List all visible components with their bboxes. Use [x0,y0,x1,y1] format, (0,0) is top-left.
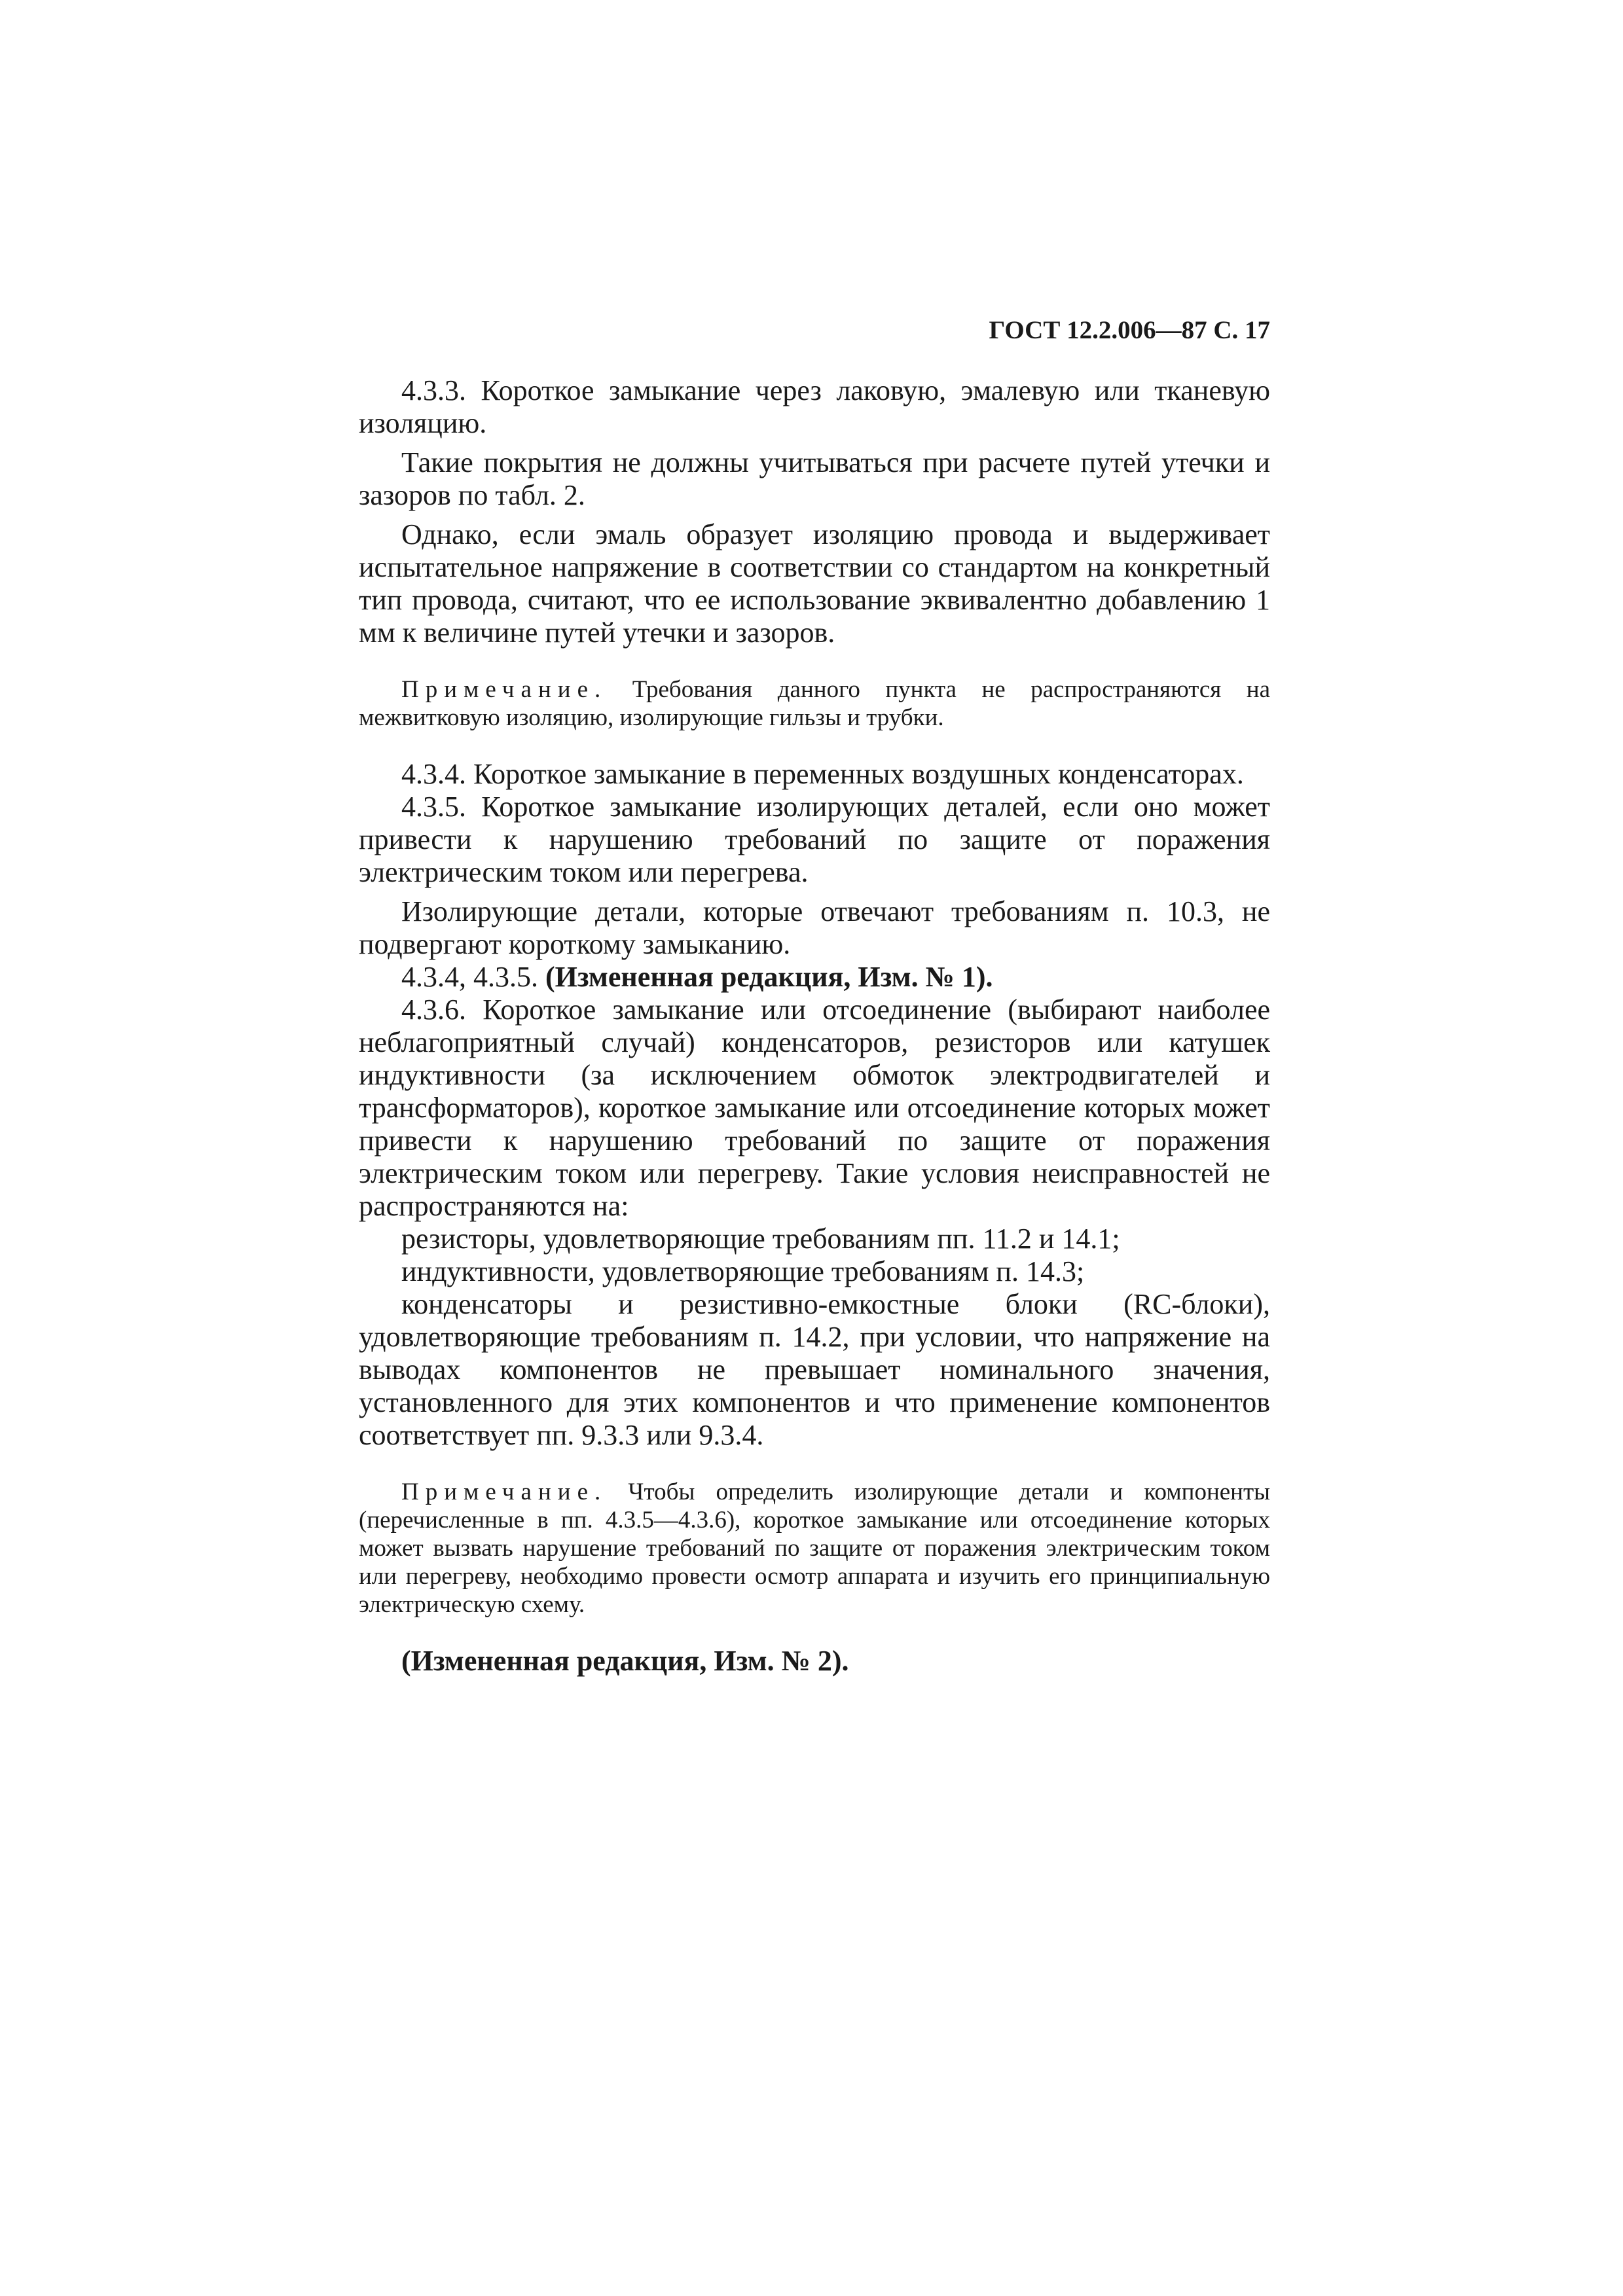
amendment-1-prefix: 4.3.4, 4.3.5. [401,961,538,993]
note-2-text: Чтобы определить изолирующие детали и компоненты (перечисленные в пп. 4.3.5—4.3.6), короткое замыкание или отсоединение которых может вызвать нарушение требований по защите от поражения электрическим током или перегреву, необходимо провести осмотр аппарата и изучить его принципиальную электрическую схему. [359,1479,1271,1618]
clause-4-3-6-capacitors: конденсаторы и резистивно-емкостные блоки (RC-блоки), удовлетворяющие требованиям п. 14.2, при условии, что напряжение на выводах компонентов не превышает номинального значения, установленного для этих компонентов и что применение компонентов соответствует пп. 9.3.3 или 9.3.4. [359,1288,1270,1451]
clause-4-3-6-resistors: резисторы, удовлетворяющие требованиям пп. 11.2 и 14.1; [401,1223,1120,1255]
note-1-text: Требования данного пункта не распространяются на межвитковую изоляцию, изолирующие гильзы и трубки. [359,676,1271,731]
amendment-1-line [359,961,1270,994]
clause-4-3-5: 4.3.5. Короткое замыкание изолирующих деталей, если оно может привести к нарушению требований по защите от поражения электрическим током или перегрева. [359,791,1270,888]
note-1-label: Примечание. [401,676,608,703]
amendment-1-text: (Измененная редакция, Изм. № 1). [545,961,993,993]
clause-4-3-6: 4.3.6. Короткое замыкание или отсоединение (выбирают наиболее неблагоприятный случай) конденсаторов, резисторов или катушек индуктивности (за исключением обмоток электродвигателей и трансформаторов), короткое замыкание или отсоединение которых может привести к нарушению требований по защите от поражения электрическим током или перегреву. Такие условия неисправностей не распространяются на: [359,994,1270,1222]
clause-4-3-6-inductors: индуктивности, удовлетворяющие требованиям п. 14.3; [401,1255,1085,1287]
note-2 [359,1478,1270,1619]
note-2-label: Примечание. [401,1479,608,1505]
clause-4-3-5-insulating-parts: Изолирующие детали, которые отвечают требованиям п. 10.3, не подвергают короткому замыканию. [359,895,1270,960]
amendment-2: (Измененная редакция, Изм. № 2). [401,1645,849,1677]
clause-4-3-4: 4.3.4. Короткое замыкание в переменных воздушных конденсаторах. [401,758,1244,790]
note-1 [359,675,1270,732]
page-header: ГОСТ 12.2.006—87 С. 17 [989,316,1270,344]
document-page [359,314,1270,1677]
clause-4-3-3-enamel: Однако, если эмаль образует изоляцию провода и выдерживает испытательное напряжение в соответствии со стандартом на конкретный тип провода, считают, что ее использование эквивалентно добавлению 1 мм к величине путей утечки и зазоров. [359,518,1270,649]
clause-4-3-3-title: 4.3.3. Короткое замыкание через лаковую, эмалевую или тканевую изоляцию. [359,374,1270,439]
clause-4-3-3-coatings: Такие покрытия не должны учитываться при расчете путей утечки и зазоров по табл. 2. [359,446,1270,511]
